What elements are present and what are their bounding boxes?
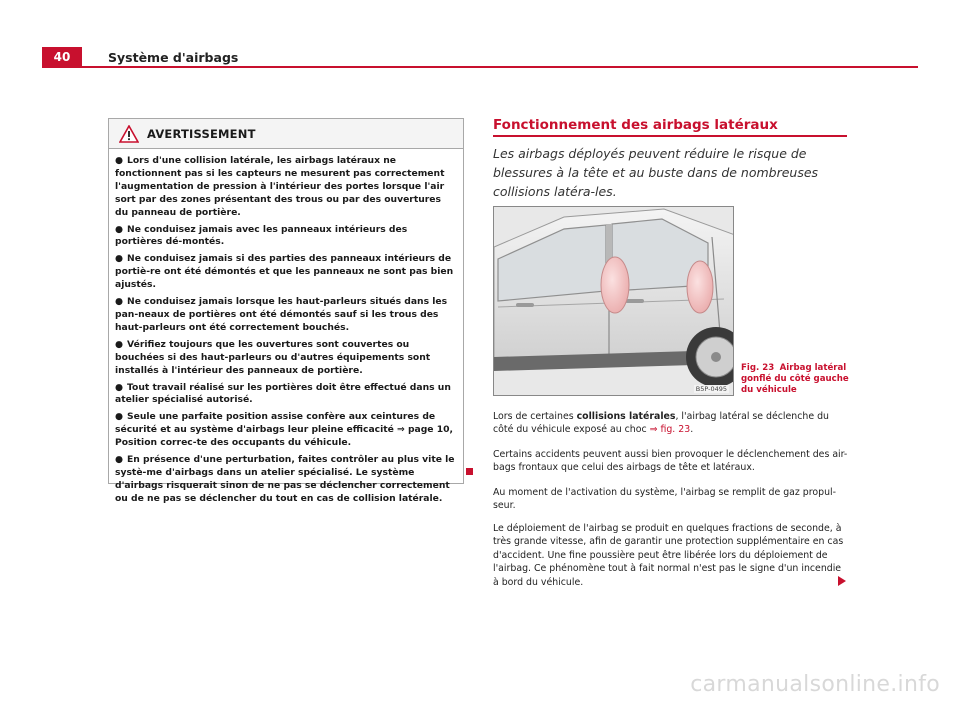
- figure-caption-text: Airbag latéral gonflé du côté gauche du véhicule: [741, 363, 849, 395]
- text: Lors de certaines: [493, 411, 577, 422]
- section-title: Fonctionnement des airbags latéraux: [493, 117, 778, 133]
- section-end-mark: [466, 468, 473, 475]
- page-header-title: Système d'airbags: [108, 50, 239, 65]
- bullet: ●: [115, 411, 124, 423]
- section-rule: [493, 135, 847, 137]
- warning-item: [115, 155, 457, 220]
- warning-item-text: Ne conduisez jamais si des parties des panneaux intérieurs de portiè-re ont été démontés et que les panneaux ne sont pas bien ajustés.: [115, 253, 454, 291]
- text: .: [690, 424, 694, 436]
- bullet: ●: [115, 155, 124, 166]
- figure-caption: [741, 363, 851, 396]
- warning-item: [115, 411, 457, 450]
- warning-item-text: Seule une parfaite position assise confère aux ceintures de sécurité et au système d'airbags leur pleine efficacité ⇒ page 10, Position correc-te des occupants du véhicule.: [115, 411, 454, 449]
- bullet: ●: [115, 296, 124, 308]
- warning-item-text: Vérifiez toujours que les ouvertures sont couvertes ou bouchées si des haut-parleurs ou d'autres équipements sont installés à l'intérieur des panneaux de portière.: [115, 338, 431, 376]
- bullet: ●: [115, 253, 124, 265]
- warning-list: [109, 149, 463, 506]
- continue-arrow-icon: [838, 576, 846, 586]
- warning-item-text: Ne conduisez jamais avec les panneaux intérieurs des portières dé-montés.: [115, 223, 408, 248]
- figure-code: B5P-0495: [695, 385, 727, 393]
- header-rule: [42, 66, 918, 68]
- footer: [0, 664, 960, 701]
- warning-item: [115, 454, 457, 506]
- paragraph-1: [493, 410, 849, 437]
- warning-item: [115, 224, 457, 250]
- warning-item-text: En présence d'une perturbation, faites contrôler au plus vite le systè-me d'airbags dans un atelier spécialisé. Le système d'airbags risquerait sinon de ne pas se déclencher correctement ou de ne pas se déclencher du tout en cas de collision latérale.: [115, 454, 455, 504]
- text: , l'airbag latéral se déclenche du côté du véhicule exposé au choc: [493, 411, 829, 436]
- warning-box: [108, 118, 464, 504]
- front-side-airbag: [601, 257, 629, 313]
- section-intro: Les airbags déployés peuvent réduire le risque de blessures à la tête et au buste dans de nombreuses collisions latéra-les.: [493, 146, 819, 199]
- paragraph-2: Certains accidents peuvent aussi bien provoquer le déclenchement des air-bags frontaux que celui des airbags de tête et latéraux.: [493, 449, 848, 474]
- warning-triangle-icon: [119, 125, 139, 143]
- figure-caption-label: Fig. 23: [741, 363, 775, 373]
- warning-title: AVERTISSEMENT: [147, 126, 256, 141]
- page-number: 40: [42, 47, 82, 67]
- warning-header: [109, 119, 463, 149]
- warning-item-text: Ne conduisez jamais lorsque les haut-parleurs situés dans les pan-neaux de portières ont été démontés sauf si les trous des haut-parleurs ont été correctement bouchés.: [115, 296, 448, 333]
- footer-watermark: carmanualsonline.info: [690, 672, 940, 697]
- bullet: ●: [115, 338, 124, 350]
- figure-car-side-airbag: [493, 206, 734, 396]
- paragraph-3: Au moment de l'activation du système, l'airbag se remplit de gaz propul-seur.: [493, 487, 837, 512]
- warning-item-text: Tout travail réalisé sur les portières doit être effectué dans un atelier spécialisé autorisé.: [115, 381, 451, 406]
- bullet: ●: [115, 454, 124, 466]
- bullet: ●: [115, 223, 124, 235]
- bold-term: collisions latérales: [576, 411, 676, 422]
- car-side-illustration: [494, 207, 734, 396]
- warning-item: [115, 382, 457, 408]
- warning-item: [115, 339, 457, 378]
- figure-reference-link[interactable]: ⇒ fig. 23: [649, 424, 691, 436]
- bullet: ●: [115, 381, 124, 393]
- warning-item-text: Lors d'une collision latérale, les airbags latéraux ne fonctionnent pas si les capteurs ne mesurent pas correctement l'augmentation de pression à l'intérieur des portes lorsque l'air sort par des zones présentant des trous ou par des ouvertures du panneau de portière.: [115, 155, 445, 218]
- rear-side-airbag: [687, 261, 713, 313]
- warning-item: [115, 253, 457, 292]
- paragraph-4: Le déploiement de l'airbag se produit en quelques fractions de seconde, à très grande vitesse, afin de garantir une protection supplémentaire en cas d'accident. Une fine poussière peut être libérée lors du déploiement de l'airbag. Ce phénomène tout à fait normal n'est pas le signe d'un incendie à bord du véhicule.: [493, 523, 844, 588]
- warning-item: [115, 296, 457, 335]
